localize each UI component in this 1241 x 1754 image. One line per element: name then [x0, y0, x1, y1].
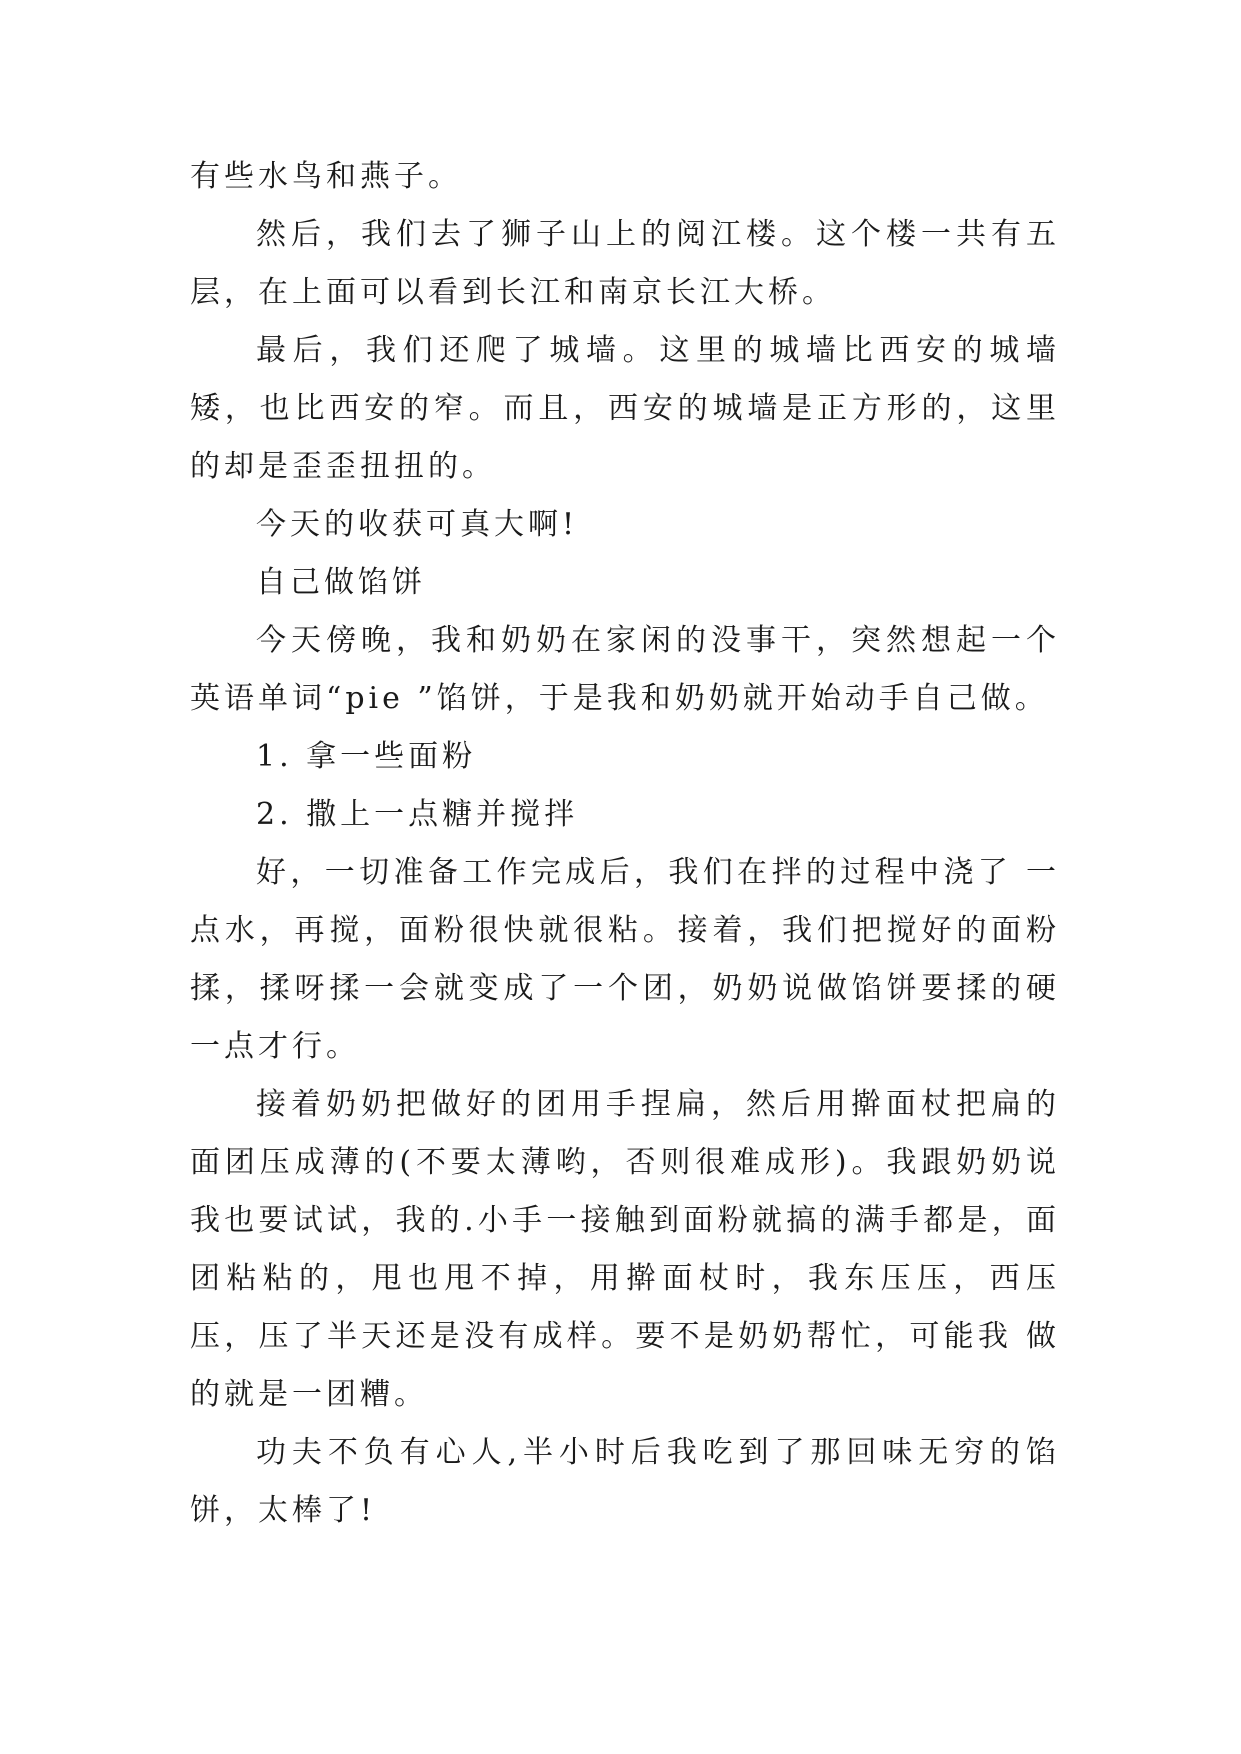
paragraph-yuejiang-tower: 然后，我们去了狮子山上的阅江楼。这个楼一共有五层，在上面可以看到长江和南京长江大桥。	[190, 217, 1060, 310]
paragraph-harvest: 今天的收获可真大啊!	[256, 507, 579, 542]
paragraph-water-birds: 有些水鸟和燕子。	[190, 159, 462, 194]
document-page	[190, 148, 1060, 1540]
step-1: 1. 拿一些面粉	[256, 739, 477, 774]
section-title-pie: 自己做馅饼	[256, 565, 426, 600]
step-2: 2. 撒上一点糖并搅拌	[256, 797, 579, 832]
paragraph-conclusion: 功夫不负有心人,半小时后我吃到了那回味无穷的馅饼，太棒了!	[190, 1435, 1060, 1528]
paragraph-pie-intro: 今天傍晚，我和奶奶在家闲的没事干，突然想起一个英语单词“pie ”馅饼，于是我和奶奶就开始动手自己做。	[190, 623, 1060, 716]
paragraph-city-wall: 最后，我们还爬了城墙。这里的城墙比西安的城墙矮，也比西安的窄。而且，西安的城墙是正方形的，这里的却是歪歪扭扭的。	[190, 333, 1060, 484]
paragraph-dough: 好，一切准备工作完成后，我们在拌的过程中浇了 一点水，再搅，面粉很快就很粘。接着，我们把搅好的面粉揉，揉呀揉一会就变成了一个团，奶奶说做馅饼要揉的硬一点才行。	[190, 855, 1060, 1064]
paragraph-rolling: 接着奶奶把做好的团用手捏扁，然后用擀面杖把扁的面团压成薄的(不要太薄哟，否则很难成形)。我跟奶奶说我也要试试，我的.小手一接触到面粉就搞的满手都是，面团粘粘的，甩也甩不掉，用擀面杖时，我东压压，西压压，压了半天还是没有成样。要不是奶奶帮忙，可能我 做的就是一团糟。	[190, 1087, 1060, 1412]
